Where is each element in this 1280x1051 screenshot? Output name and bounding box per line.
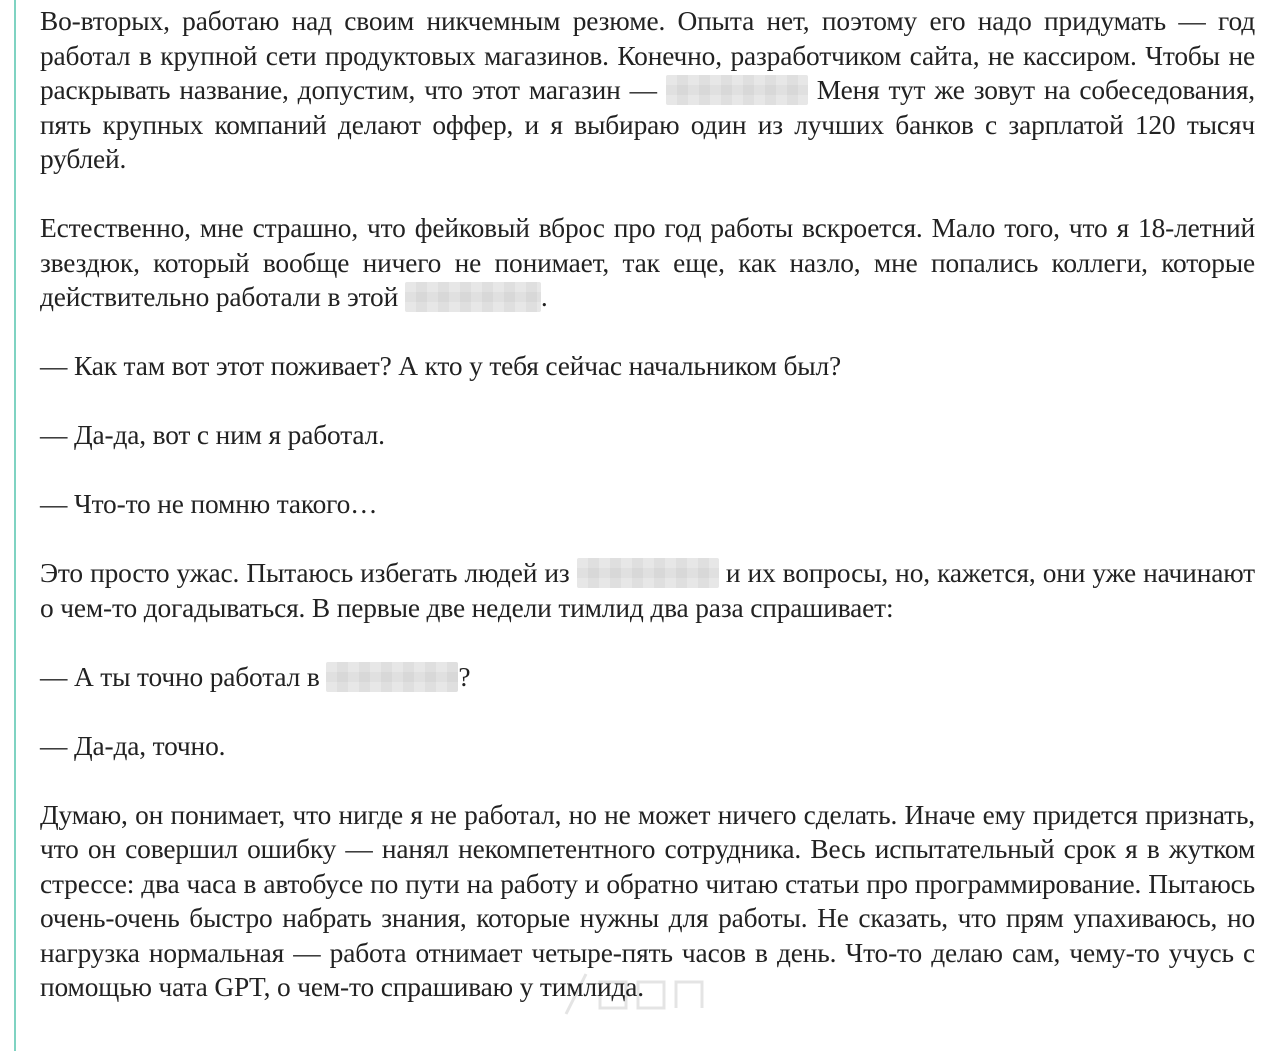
paragraph-probation: Думаю, он понимает, что нигде я не работал, но не может ничего сделать. Иначе ему придется признать, что он совершил ошибку — нанял некомпетентного сотрудника. Весь испытательный срок я в жутком стрессе: два часа в автобусе по пути на работу и обратно читаю статьи про программирование. Пытаюсь очень-очень быстро набрать знания, которые нужны для работы. Не сказать, что прям упахиваюсь, но нагрузка нормальная — работа отнимает четыре-пять часов в день. Что-то делаю сам, чему-то учусь с помощью чата GPT, о чем-то спрашиваю у тимлида. — [40, 799, 1255, 1002]
paragraph-text: и их вопросы, но, кажется, они уже начинают о чем-то догадываться. В первые две недели тимлид два раза спрашивает: — [40, 558, 1255, 623]
paragraph-text: Естественно, мне страшно, что фейковый вброс про год работы вскроется. Мало того, что я 18-летний звездюк, который вообще ничего не понимает, так еще, как назло, мне попались коллеги, которые действительно работали в этой — [40, 213, 1255, 312]
paragraph-text: . — [540, 282, 548, 312]
paragraph-text: Меня тут же зовут на собеседования, пять крупных компаний делают оффер, и я выбираю один из лучших банков с зарплатой 120 тысяч рублей. — [40, 75, 1255, 174]
dialogue-line — [40, 660, 1255, 695]
dialogue-line: — Что-то не помню такого… — [40, 489, 378, 519]
paragraph-resume — [40, 4, 1255, 177]
paragraph-text: ? — [458, 661, 471, 692]
paragraph-text: Во-вторых, работаю над своим никчемным резюме. Опыта нет, поэтому его надо придумать — год работал в крупной сети продуктовых магазинов. Конечно, разработчиком сайта, не кассиром. Чтобы не раскрывать название, допустим, что этот магазин — — [40, 6, 1255, 105]
dialogue-line: — Да-да, точно. — [40, 730, 226, 761]
dialogue-line: — Да-да, вот с ним я работал. — [40, 420, 385, 450]
left-accent-rule — [14, 0, 16, 1051]
redacted-store-name — [666, 75, 808, 105]
redacted-store-name — [577, 558, 719, 588]
dialogue-line: — Как там вот этот поживает? А кто у тебя сейчас начальником был? — [40, 351, 842, 381]
paragraph-text: Это просто ужас. Пытаюсь избегать людей из — [40, 558, 577, 588]
redacted-store-name — [405, 282, 541, 312]
paragraph-text: — А ты точно работал в — [40, 661, 327, 692]
paragraph-horror — [40, 556, 1255, 625]
article-body — [40, 0, 1255, 1039]
redacted-store-name — [326, 662, 458, 692]
paragraph-fear — [40, 211, 1255, 315]
